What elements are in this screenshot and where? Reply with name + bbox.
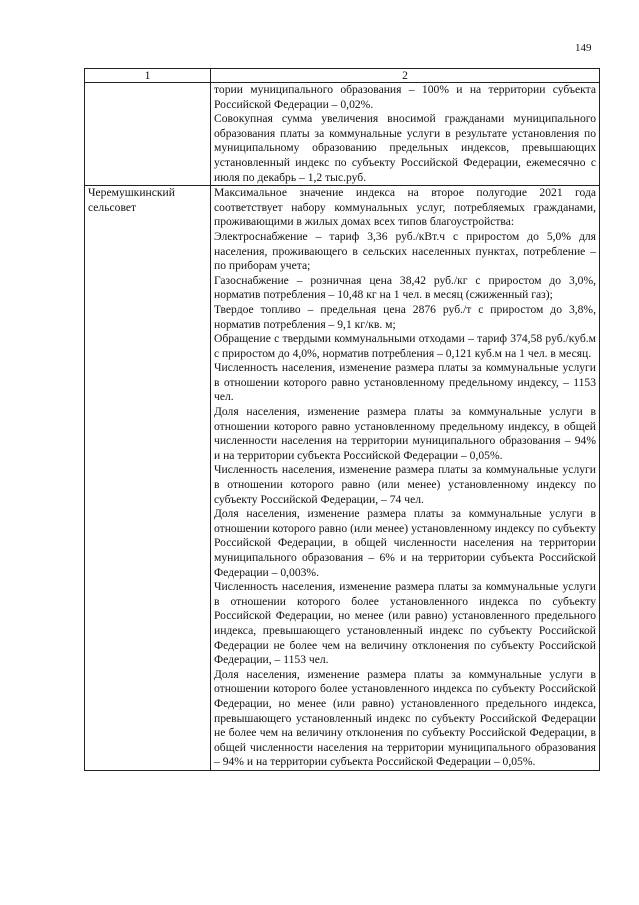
municipality-cell: Черемушкинский сельсовет [85, 186, 211, 771]
paragraph: Доля населения, изменение размера платы за коммунальные услуги в отношении которого равно установленному предельному индексу, в общей численности населения на территории муниципального образования – 94% и на территории субъекта Российской Федерации – 0,05%. [214, 405, 596, 462]
paragraph: тории муниципального образования – 100% и на территории субъекта Российской Федерации – 0,02%. [214, 83, 596, 111]
paragraph: Максимальное значение индекса на второе полугодие 2021 года соответствует набору коммунальных услуг, потребляемых гражданами, проживающими в жилых домах всех типов благоустройства: [214, 186, 596, 229]
paragraph: Обращение с твердыми коммунальными отходами – тариф 374,58 руб./куб.м с приростом до 4,0%, норматив потребления – 0,121 куб.м на 1 чел. в месяц. [214, 332, 596, 360]
paragraph: Численность населения, изменение размера платы за коммунальные услуги в отношении которого равно (или менее) установленному индексу по субъекту Российской Федерации, – 74 чел. [214, 463, 596, 506]
paragraph: Численность населения, изменение размера платы за коммунальные услуги в отношении которого более установленного индекса по субъекту Российской Федерации, но менее (или равно) установленного предельного индекса, превышающего установленный индекс по субъекту Российской Федерации не более чем на величину отклонения по субъекту Российской Федерации, – 1153 чел. [214, 580, 596, 667]
page-number: 149 [575, 42, 592, 54]
table-header-row [85, 69, 600, 83]
paragraph: Доля населения, изменение размера платы за коммунальные услуги в отношении которого равно (или менее) установленному индексу по субъекту Российской Федерации, в общей численности населения на территории муниципального образования – 6% и на территории субъекта Российской Федерации – 0,003%. [214, 507, 596, 579]
column-header-1: 1 [85, 69, 211, 83]
column-header-2: 2 [211, 69, 600, 83]
paragraph: Доля населения, изменение размера платы за коммунальные услуги в отношении которого более установленного индекса по субъекту Российской Федерации, но менее (или равно) установленного предельного индекса, превышающего установленный индекс по субъекту Российской Федерации не более чем на величину отклонения по субъекту Российской Федерации, в общей численности населения на территории муниципального образования – 94% и на территории субъекта Российской Федерации – 0,05%. [214, 667, 596, 769]
paragraph: Газоснабжение – розничная цена 38,42 руб./кг с приростом до 3,0%, норматив потребления – 10,48 кг на 1 чел. в месяц (сжиженный газ); [214, 273, 596, 302]
table-row [85, 83, 600, 186]
paragraph: Численность населения, изменение размера платы за коммунальные услуги в отношении которого равно установленному предельному индексу, – 1153 чел. [214, 361, 596, 404]
description-cell [211, 83, 600, 186]
description-cell [211, 186, 600, 771]
municipality-cell [85, 83, 211, 186]
paragraph: Совокупная сумма увеличения вносимой гражданами муниципального образования платы за коммунальные услуги в результате установления по муниципальному образованию предельных индексов, превышающих установленный индекс по субъекту Российской Федерации, ежемесячно с июля по декабрь – 1,2 тыс.руб. [214, 112, 596, 184]
document-table [84, 68, 600, 771]
paragraph: Твердое топливо – предельная цена 2876 руб./т с приростом до 3,8%, норматив потребления – 9,1 кг/кв. м; [214, 302, 596, 331]
table-row [85, 186, 600, 771]
paragraph: Электроснабжение – тариф 3,36 руб./кВт.ч с приростом до 5,0% для населения, проживающего в сельских населенных пунктах, потребление – по приборам учета; [214, 229, 596, 273]
